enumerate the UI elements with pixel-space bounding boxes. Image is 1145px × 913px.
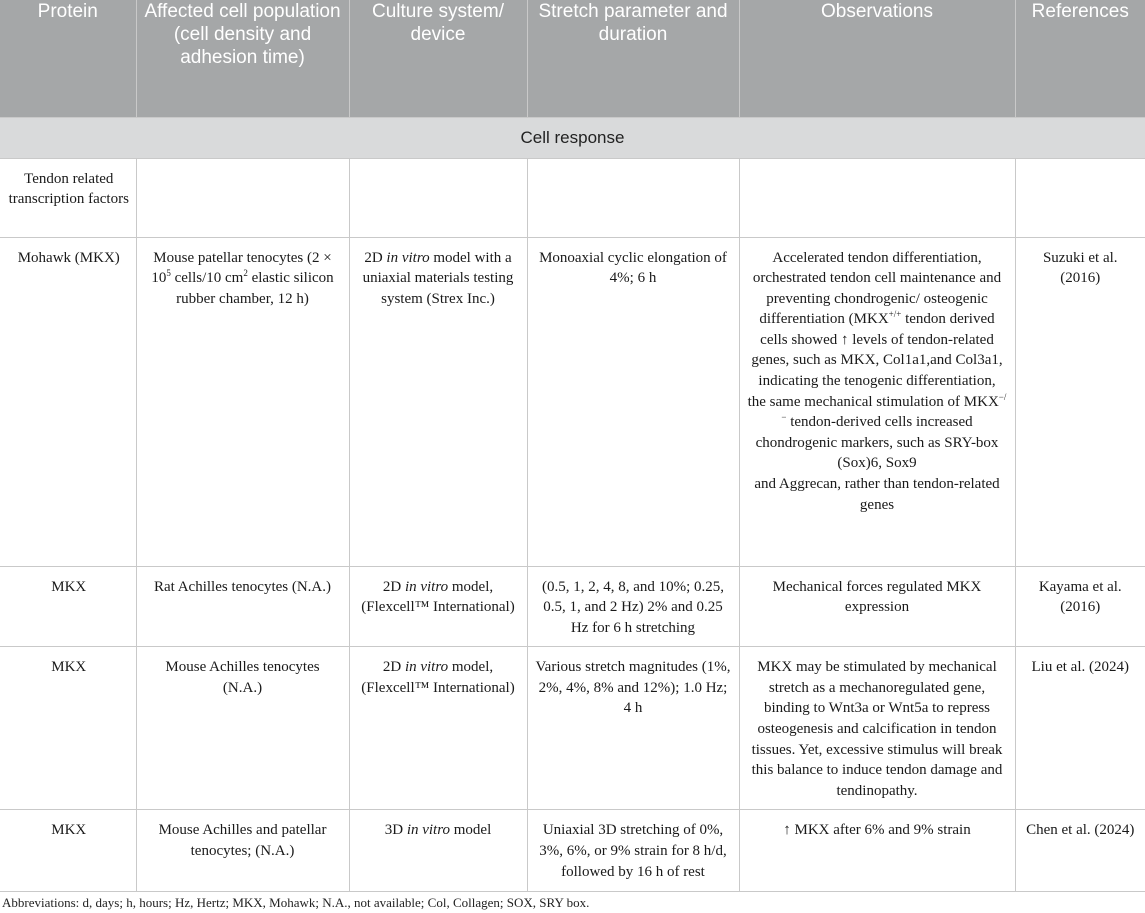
protein-cell: MKX: [0, 566, 136, 647]
table-row: [0, 810, 1145, 892]
table-row: [0, 566, 1145, 647]
population-cell: Mouse Achilles tenocytes (N.A.): [136, 647, 349, 810]
stretch-cell: Monoaxial cyclic elongation of 4%; 6 h: [527, 237, 739, 566]
table-row: [0, 647, 1145, 810]
observation-cell: ↑ MKX after 6% and 9% strain: [739, 810, 1015, 892]
header-protein: Protein: [0, 0, 136, 117]
table-row: [0, 237, 1145, 566]
population-cell: Mouse patellar tenocytes ($2 \times 10^5$ cells/10 $cm^2$ elastic silicon rubber chamber, 12 h): [136, 237, 349, 566]
protein-cell: MKX: [0, 810, 136, 892]
protein-cell: MKX: [0, 647, 136, 810]
culture-cell: 2D in vitro model with a uniaxial materials testing system (Strex Inc.): [349, 237, 527, 566]
observation-cell: MKX may be stimulated by mechanical stretch as a mechanoregulated gene, binding to Wnt3a or Wnt5a to repress osteogenesis and calcification in tendon tissues. Yet, excessive stimulus will break this balance to induce tendon damage and tendinopathy.: [739, 647, 1015, 810]
population-cell: Rat Achilles tenocytes (N.A.): [136, 566, 349, 647]
population-cell: Mouse Achilles and patellar tenocytes; (N.A.): [136, 810, 349, 892]
header-row: [0, 0, 1145, 117]
reference-cell: Chen et al. (2024): [1015, 810, 1145, 892]
stretch-cell: (0.5, 1, 2, 4, 8, and 10%; 0.25, 0.5, 1, and 2 Hz) 2% and 0.25 Hz for 6 h stretching: [527, 566, 739, 647]
section-row: [0, 117, 1145, 158]
culture-cell: 3D in vitro model: [349, 810, 527, 892]
header-references: References: [1015, 0, 1145, 117]
stretch-cell: Various stretch magnitudes (1%, 2%, 4%, 8% and 12%); 1.0 Hz; 4 h: [527, 647, 739, 810]
observation-cell: Accelerated tendon differentiation, orchestrated tendon cell maintenance and preventing chondrogenic/ osteogenic differentiation (MKX+/+ tendon derived cells showed ↑ levels of tendon-related genes, such as MKX, Col1a1,and Col3a1, indicating the tenogenic differentiation, the same mechanical stimulation of MKX−/− tendon-derived cells increased chondrogenic markers, such as SRY-box (Sox)6, Sox9 and Aggrecan, rather than tendon-related genes: [739, 237, 1015, 566]
header-stretch-parameter: Stretch parameter and duration: [527, 0, 739, 117]
reference-cell: Suzuki et al. (2016): [1015, 237, 1145, 566]
reference-cell: Kayama et al. (2016): [1015, 566, 1145, 647]
category-label: Tendon related transcription factors: [0, 158, 136, 237]
header-culture-system: Culture system/ device: [349, 0, 527, 117]
header-observations: Observations: [739, 0, 1015, 117]
culture-cell: 2D in vitro model, (Flexcell™ International): [349, 647, 527, 810]
category-row: [0, 158, 1145, 237]
observation-cell: Mechanical forces regulated MKX expression: [739, 566, 1015, 647]
culture-cell: 2D in vitro model, (Flexcell™ International): [349, 566, 527, 647]
reference-cell: Liu et al. (2024): [1015, 647, 1145, 810]
header-cell-population: Affected cell population (cell density and adhesion time): [136, 0, 349, 117]
stretch-cell: Uniaxial 3D stretching of 0%, 3%, 6%, or 9% strain for 8 h/d, followed by 16 h of rest: [527, 810, 739, 892]
section-title: Cell response: [0, 117, 1145, 158]
footnote: Abbreviations: d, days; h, hours; Hz, Hertz; MKX, Mohawk; N.A., not available; Col, Collagen; SOX, SRY box.: [2, 895, 590, 910]
protein-cell: Mohawk (MKX): [0, 237, 136, 566]
